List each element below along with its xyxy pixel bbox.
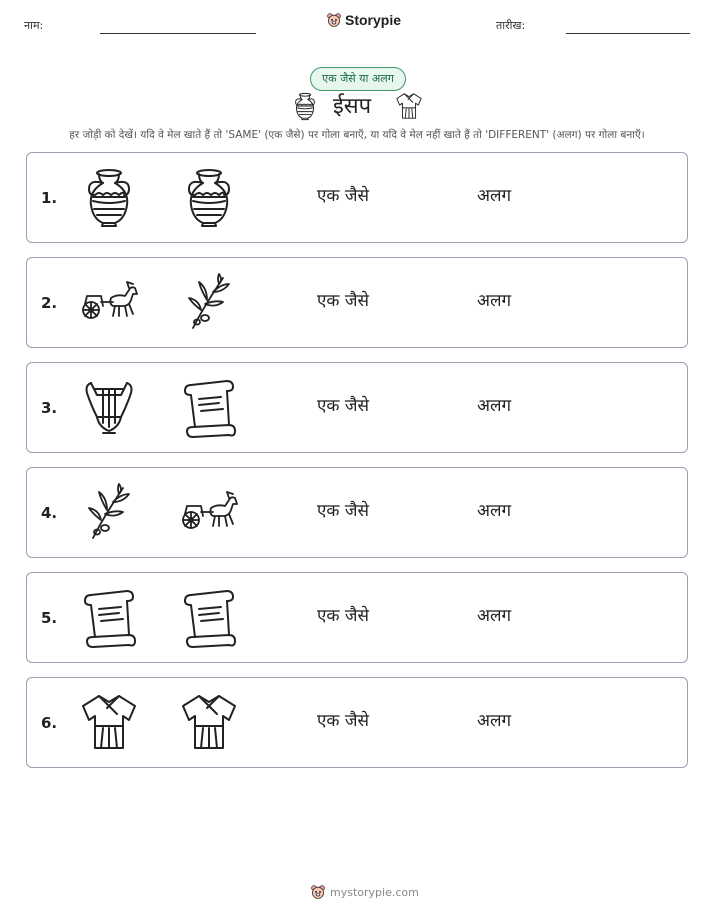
option-different[interactable]: अलग xyxy=(477,186,512,206)
option-same[interactable]: एक जैसे xyxy=(317,186,369,206)
question-number: 2. xyxy=(41,294,58,312)
brand-logo xyxy=(326,12,401,28)
date-label: तारीख: xyxy=(496,19,526,32)
question-row xyxy=(26,257,688,348)
footer xyxy=(310,884,419,900)
instructions: हर जोड़ी को देखें। यदि वे मेल खाते हैं तो 'SAME' (एक जैसे) पर गोला बनाएँ, या यदि वे मेल नहीं खाते हैं तो 'DIFFERENT' (अलग) पर गोला बनाएँ। xyxy=(69,129,645,141)
name-line[interactable] xyxy=(100,33,256,34)
question-number: 4. xyxy=(41,504,58,522)
bear-icon xyxy=(310,884,326,900)
question-row xyxy=(26,152,688,243)
option-same[interactable]: एक जैसे xyxy=(317,501,369,521)
tunic-icon xyxy=(77,690,141,754)
amphora-icon xyxy=(177,165,241,229)
option-different[interactable]: अलग xyxy=(477,291,512,311)
question-row xyxy=(26,572,688,663)
tunic-icon xyxy=(394,90,424,122)
option-same[interactable]: एक जैसे xyxy=(317,291,369,311)
option-different[interactable]: अलग xyxy=(477,606,512,626)
footer-url[interactable]: mystorypie.com xyxy=(330,885,419,899)
tunic-icon xyxy=(177,690,241,754)
worksheet-type-badge: एक जैसे या अलग xyxy=(310,67,406,91)
question-number: 5. xyxy=(41,609,58,627)
bear-icon xyxy=(326,12,342,28)
olive-branch-icon xyxy=(177,270,241,334)
scroll-icon xyxy=(177,375,241,439)
option-different[interactable]: अलग xyxy=(477,501,512,521)
question-number: 3. xyxy=(41,399,58,417)
option-same[interactable]: एक जैसे xyxy=(317,606,369,626)
question-number: 1. xyxy=(41,189,58,207)
question-row xyxy=(26,362,688,453)
scroll-icon xyxy=(177,585,241,649)
brand-name: Storypie xyxy=(345,12,402,28)
page-title: ईसप xyxy=(333,94,372,119)
chariot-icon xyxy=(77,270,141,334)
scroll-icon xyxy=(77,585,141,649)
option-different[interactable]: अलग xyxy=(477,711,512,731)
question-number: 6. xyxy=(41,714,58,732)
amphora-icon xyxy=(77,165,141,229)
option-different[interactable]: अलग xyxy=(477,396,512,416)
option-same[interactable]: एक जैसे xyxy=(317,711,369,731)
lyre-icon xyxy=(77,375,141,439)
olive-branch-icon xyxy=(77,480,141,544)
date-line[interactable] xyxy=(566,33,690,34)
name-label: नाम: xyxy=(24,19,44,32)
option-same[interactable]: एक जैसे xyxy=(317,396,369,416)
question-row xyxy=(26,677,688,768)
question-row xyxy=(26,467,688,558)
amphora-icon xyxy=(290,90,320,122)
chariot-icon xyxy=(177,480,241,544)
